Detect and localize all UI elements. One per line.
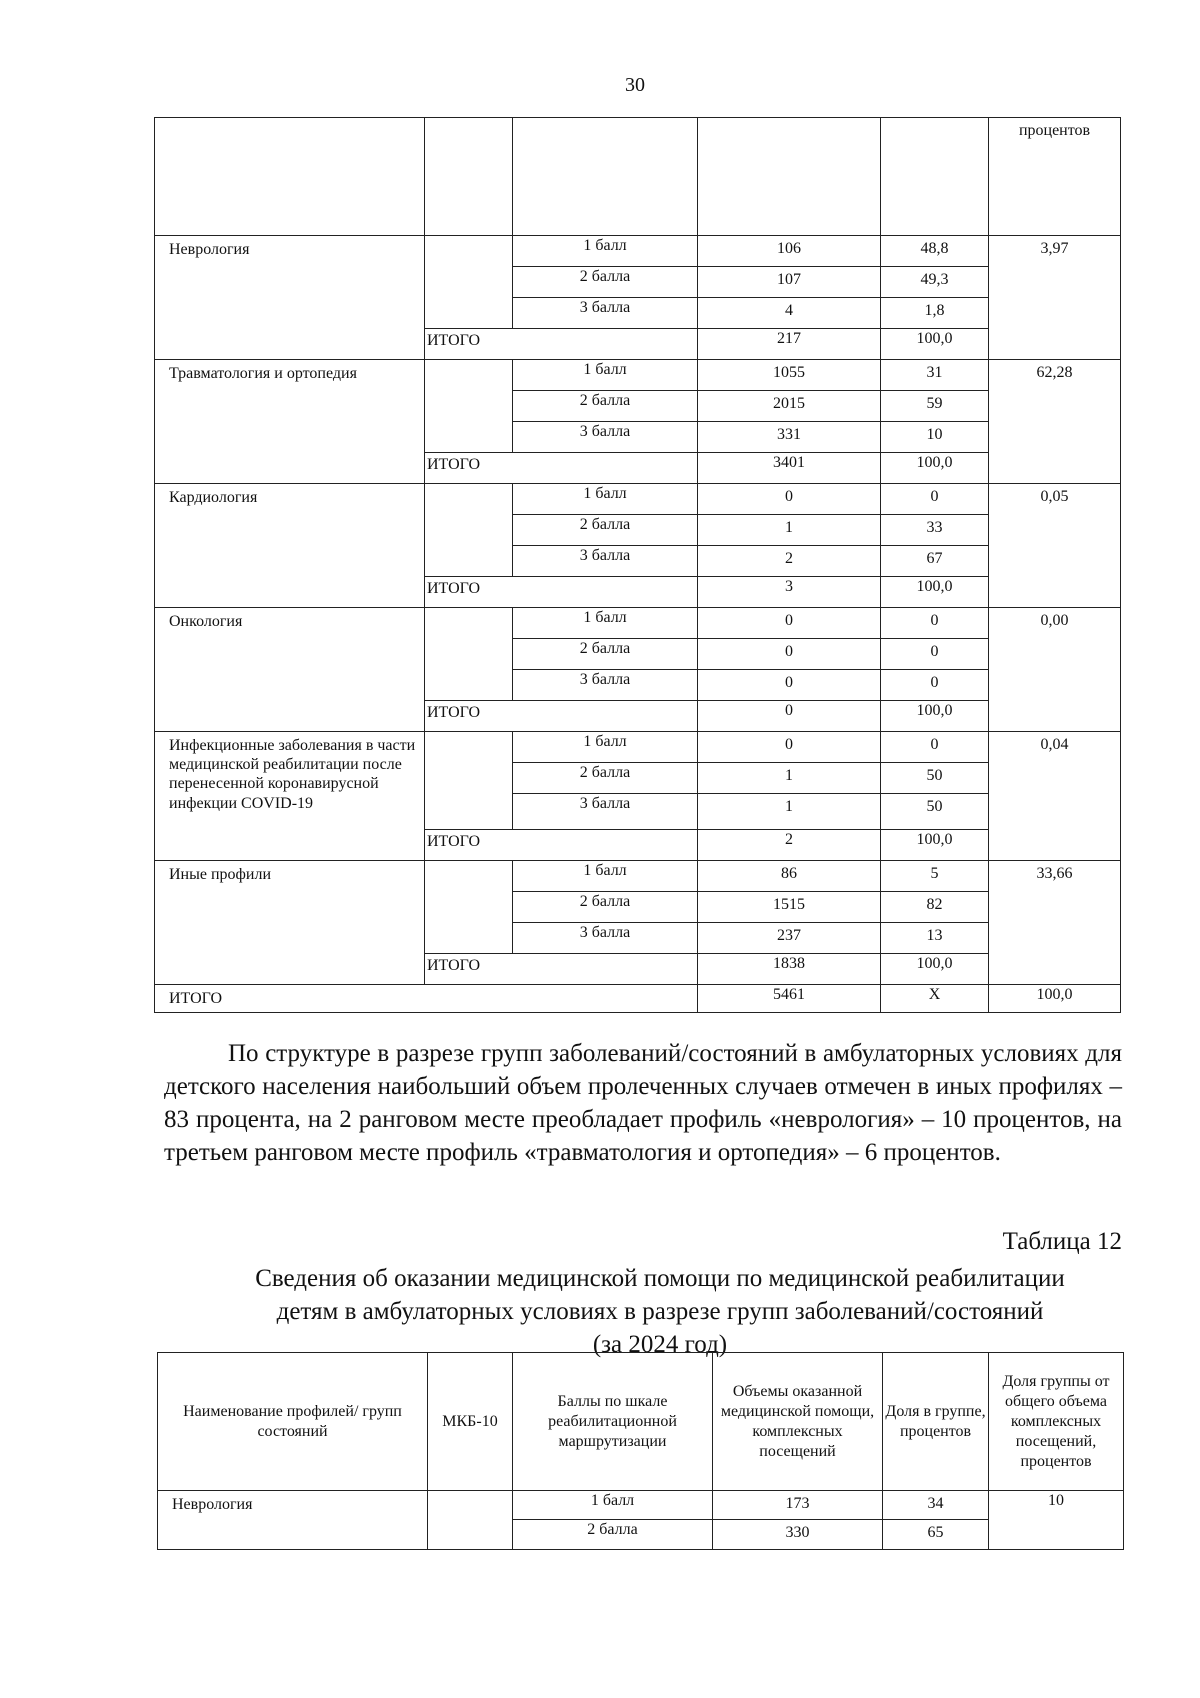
mkb-cell (425, 484, 513, 577)
table-row (155, 360, 1121, 391)
itogo-total: 0 (698, 701, 881, 732)
pct-cell: 13 (881, 923, 989, 954)
pct-cell: 65 (883, 1520, 989, 1550)
itogo-total: 1838 (698, 954, 881, 985)
score-cell: 2 балла (513, 892, 698, 923)
pct-cell: 0 (881, 639, 989, 670)
score-cell: 2 балла (513, 763, 698, 794)
group-name: Онкология (155, 608, 425, 732)
volume-cell: 1055 (698, 360, 881, 391)
volume-cell: 0 (698, 670, 881, 701)
table-12 (157, 1352, 1124, 1550)
group-name: Кардиология (155, 484, 425, 608)
score-cell: 1 балл (513, 484, 698, 515)
mkb-cell (425, 608, 513, 701)
pct-cell: 0 (881, 484, 989, 515)
header-score: Баллы по шкале реабилитационной маршрутизации (513, 1353, 713, 1491)
pct-cell: 34 (883, 1491, 989, 1520)
table-continued (154, 117, 1121, 1013)
pct-cell: 0 (881, 670, 989, 701)
pct-cell: 59 (881, 391, 989, 422)
itogo-total: 3 (698, 577, 881, 608)
score-cell: 3 балла (513, 422, 698, 453)
table-caption: Таблица 12 (1002, 1228, 1122, 1255)
score-cell: 1 балл (513, 732, 698, 763)
score-cell: 2 балла (513, 1520, 713, 1550)
group-name: Иные профили (155, 861, 425, 985)
pct-cell: 0 (881, 608, 989, 639)
table-row (158, 1491, 1124, 1520)
itogo-pct: 100,0 (881, 329, 989, 360)
volume-cell: 331 (698, 422, 881, 453)
table-row (155, 732, 1121, 763)
volume-cell: 330 (713, 1520, 883, 1550)
group-name: Неврология (158, 1491, 428, 1550)
grand-total-total: 5461 (698, 985, 881, 1013)
pct-cell: 33 (881, 515, 989, 546)
grand-total-row (155, 985, 1121, 1013)
share-cell: 33,66 (989, 861, 1121, 985)
pct-cell: 0 (881, 732, 989, 763)
share-cell: 0,00 (989, 608, 1121, 732)
pct-cell: 5 (881, 861, 989, 892)
pct-cell: 82 (881, 892, 989, 923)
score-cell: 1 балл (513, 236, 698, 267)
score-cell: 2 балла (513, 267, 698, 298)
itogo-label: ИТОГО (425, 954, 698, 985)
table-title: Сведения об оказании медицинской помощи по медицинской реабилитации детям в амбулаторных условиях в разрезе групп заболеваний/состояний (за 2024 год) (255, 1265, 1065, 1358)
itogo-pct: 100,0 (881, 453, 989, 484)
header-group-share: Доля в группе, процентов (883, 1353, 989, 1491)
grand-total-label: ИТОГО (155, 985, 698, 1013)
itogo-total: 2 (698, 830, 881, 861)
itogo-label: ИТОГО (425, 577, 698, 608)
score-cell: 3 балла (513, 546, 698, 577)
score-cell: 1 балл (513, 861, 698, 892)
volume-cell: 4 (698, 298, 881, 329)
volume-cell: 2015 (698, 391, 881, 422)
itogo-label: ИТОГО (425, 701, 698, 732)
header-volume: Объемы оказанной медицинской помощи, комплексных посещений (713, 1353, 883, 1491)
table-row (155, 608, 1121, 639)
score-cell: 3 балла (513, 794, 698, 830)
volume-cell: 2 (698, 546, 881, 577)
mkb-cell (425, 236, 513, 329)
table-row (155, 861, 1121, 892)
score-cell: 1 балл (513, 608, 698, 639)
score-cell: 2 балла (513, 639, 698, 670)
table-row (155, 484, 1121, 515)
score-cell: 2 балла (513, 515, 698, 546)
mkb-cell (425, 360, 513, 453)
header-total-share: Доля группы от общего объема комплексных посещений, процентов (989, 1353, 1124, 1491)
page-number: 30 (625, 74, 645, 96)
volume-cell: 0 (698, 608, 881, 639)
group-name: Инфекционные заболевания в части медицинской реабилитации после перенесенной коронавирусной инфекции COVID-19 (155, 732, 425, 861)
pct-cell: 67 (881, 546, 989, 577)
group-name: Травматология и ортопедия (155, 360, 425, 484)
header-profile: Наименование профилей/ групп состояний (158, 1353, 428, 1491)
group-name: Неврология (155, 236, 425, 360)
pct-cell: 50 (881, 763, 989, 794)
volume-cell: 1 (698, 763, 881, 794)
volume-cell: 0 (698, 484, 881, 515)
header-mkb: МКБ-10 (428, 1353, 513, 1491)
share-cell: 0,04 (989, 732, 1121, 861)
pct-cell: 49,3 (881, 267, 989, 298)
score-cell: 3 балла (513, 298, 698, 329)
itogo-pct: 100,0 (881, 830, 989, 861)
pct-cell: 50 (881, 794, 989, 830)
table-row (155, 236, 1121, 267)
share-cell: 0,05 (989, 484, 1121, 608)
grand-total-share: 100,0 (989, 985, 1121, 1013)
volume-cell: 106 (698, 236, 881, 267)
itogo-label: ИТОГО (425, 453, 698, 484)
volume-cell: 173 (713, 1491, 883, 1520)
itogo-total: 3401 (698, 453, 881, 484)
score-cell: 3 балла (513, 923, 698, 954)
table-12-header (158, 1353, 1124, 1491)
score-cell: 2 балла (513, 391, 698, 422)
share-cell: 3,97 (989, 236, 1121, 360)
itogo-label: ИТОГО (425, 329, 698, 360)
volume-cell: 107 (698, 267, 881, 298)
volume-cell: 237 (698, 923, 881, 954)
volume-cell: 1515 (698, 892, 881, 923)
share-cell: 10 (989, 1491, 1124, 1550)
score-cell: 1 балл (513, 360, 698, 391)
grand-total-pct: Х (881, 985, 989, 1013)
score-cell: 3 балла (513, 670, 698, 701)
header-row (155, 118, 1121, 236)
mkb-cell (425, 861, 513, 954)
mkb-cell (425, 732, 513, 830)
score-cell: 1 балл (513, 1491, 713, 1520)
volume-cell: 0 (698, 639, 881, 670)
itogo-label: ИТОГО (425, 830, 698, 861)
pct-cell: 1,8 (881, 298, 989, 329)
pct-cell: 48,8 (881, 236, 989, 267)
volume-cell: 0 (698, 732, 881, 763)
itogo-pct: 100,0 (881, 701, 989, 732)
share-cell: 62,28 (989, 360, 1121, 484)
pct-cell: 31 (881, 360, 989, 391)
itogo-pct: 100,0 (881, 577, 989, 608)
itogo-total: 217 (698, 329, 881, 360)
volume-cell: 1 (698, 794, 881, 830)
volume-cell: 86 (698, 861, 881, 892)
pct-cell: 10 (881, 422, 989, 453)
volume-cell: 1 (698, 515, 881, 546)
itogo-pct: 100,0 (881, 954, 989, 985)
header-tail: процентов (989, 118, 1121, 236)
body-paragraph: По структуре в разрезе групп заболеваний/состояний в амбулаторных условиях для детского населения наибольший объем пролеченных случаев отмечен в иных профилях – 83 процента, на 2 ранговом месте преобладает профиль «неврология» – 10 процентов, на третьем ранговом месте профиль «травматология и ортопедия» – 6 процентов. (164, 1040, 1122, 1166)
